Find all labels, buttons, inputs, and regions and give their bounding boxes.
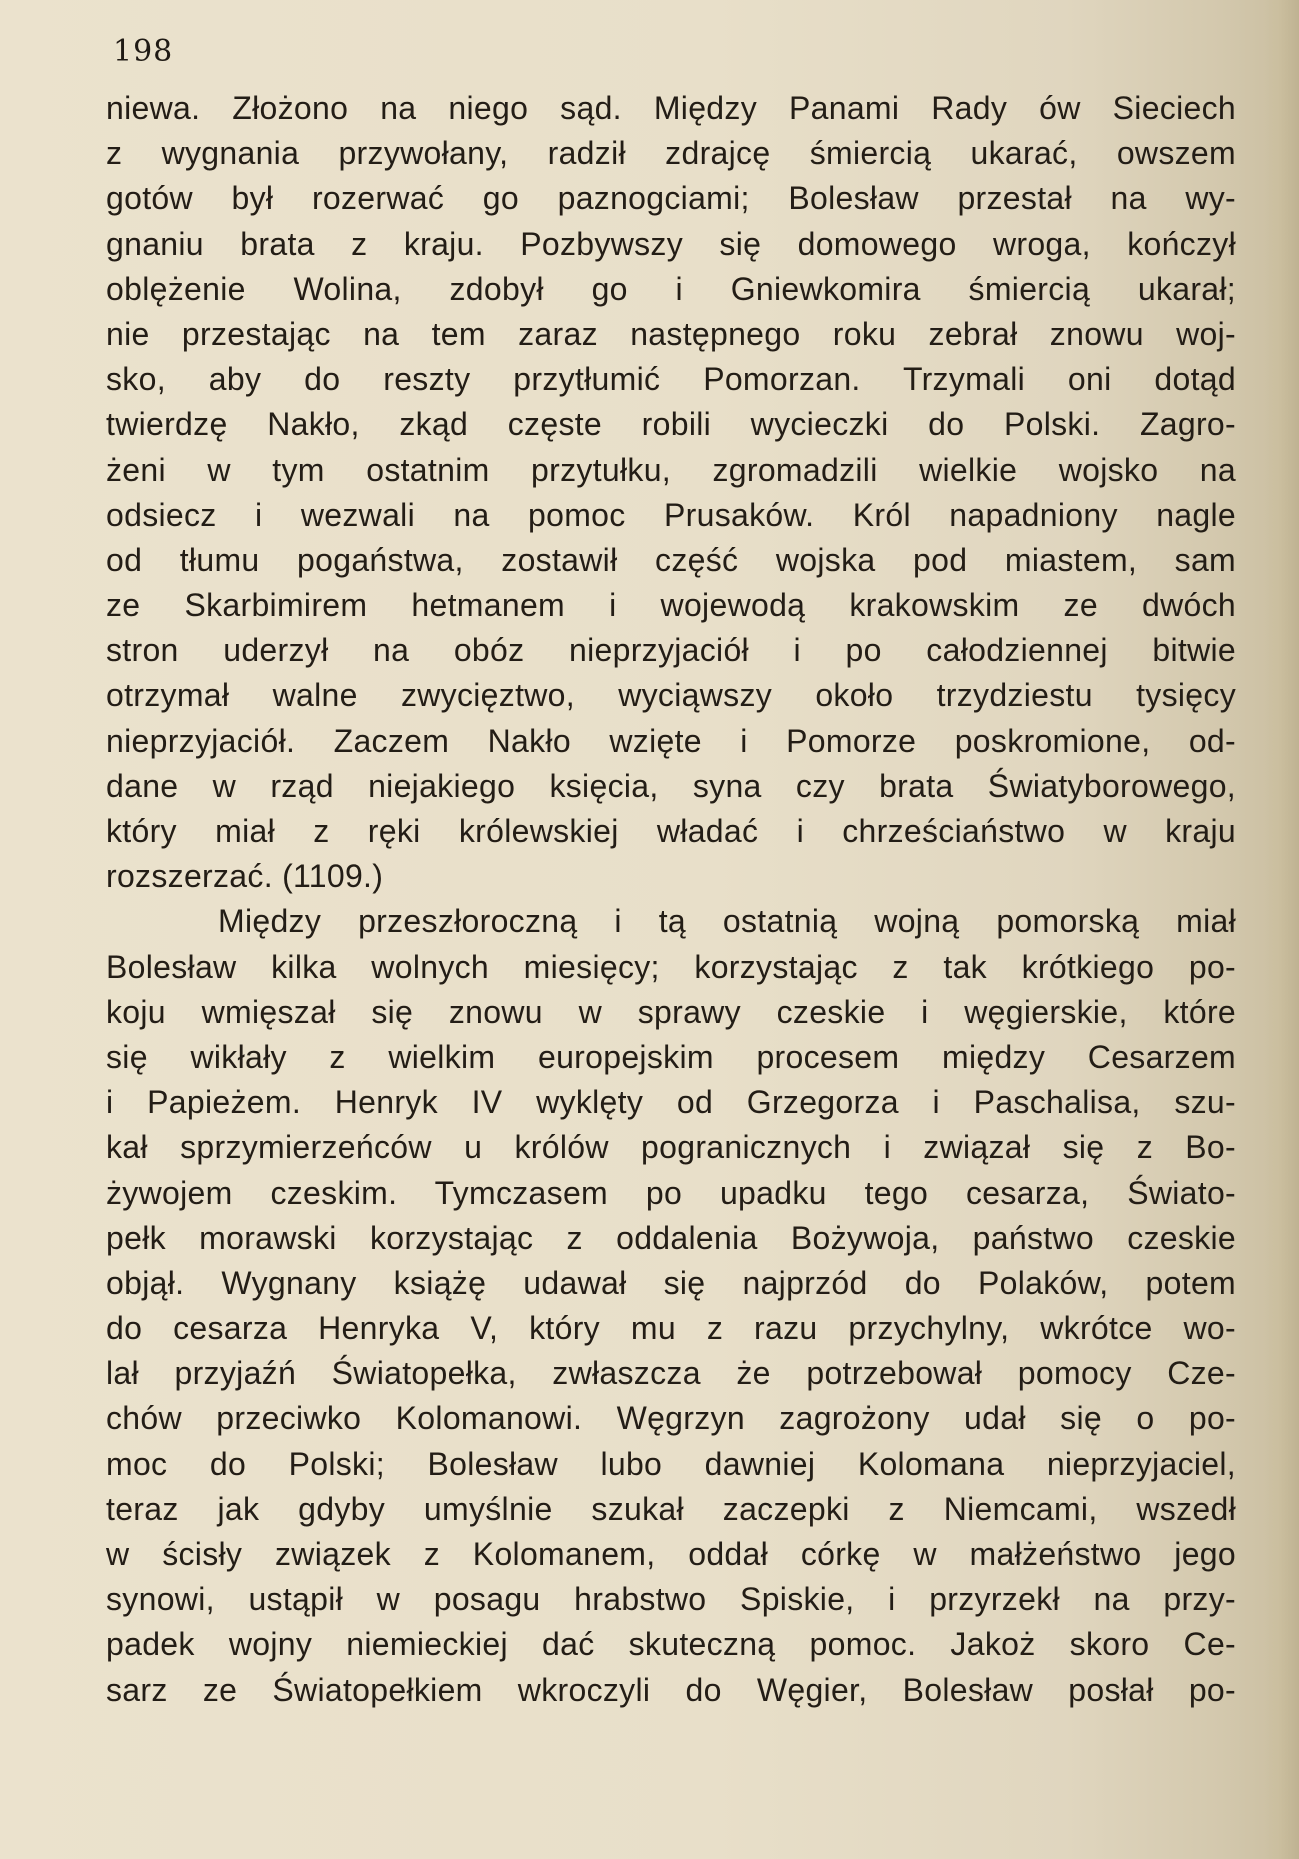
text-line: żeni w tym ostatnim przytułku, zgromadzili wielkie wojsko na bbox=[106, 451, 1236, 488]
text-line: nie przestając na tem zaraz następnego roku zebrał znowu woj- bbox=[106, 315, 1236, 352]
text-line: do cesarza Henryka V, który mu z razu przychylny, wkrótce wo- bbox=[106, 1310, 1236, 1347]
text-line: kał sprzymierzeńców u królów pogranicznych i związał się z Bo- bbox=[106, 1129, 1236, 1166]
text-line: pełk morawski korzystając z oddalenia Bożywoja, państwo czeskie bbox=[106, 1219, 1236, 1256]
text-line: w ścisły związek z Kolomanem, oddał córkę w małżeństwo jego bbox=[106, 1536, 1236, 1572]
text-line: sko, aby do reszty przytłumić Pomorzan. Trzymali oni dotąd bbox=[106, 361, 1236, 398]
text-line: i Papieżem. Henryk IV wyklęty od Grzegorza i Paschalisa, szu- bbox=[106, 1084, 1236, 1121]
text-line: gotów był rozerwać go paznogciami; Bolesław przestał na wy- bbox=[106, 180, 1236, 217]
text-line: stron uderzył na obóz nieprzyjaciół i po całodziennej bitwie bbox=[106, 632, 1236, 669]
text-line: od tłumu pogaństwa, zostawił część wojska pod miastem, sam bbox=[106, 541, 1236, 578]
text-line: się wikłały z wielkim europejskim procesem między Cesarzem bbox=[106, 1038, 1236, 1075]
text-line: Między przeszłoroczną i tą ostatnią wojną pomorską miał bbox=[218, 903, 1236, 940]
text-line: nieprzyjaciół. Zaczem Nakło wzięte i Pomorze poskromione, od- bbox=[106, 722, 1236, 759]
text-line: który miał z ręki królewskiej władać i chrześciaństwo w kraju bbox=[106, 813, 1236, 849]
text-line: rozszerzać. (1109.) bbox=[106, 858, 384, 895]
text-line: Bolesław kilka wolnych miesięcy; korzystając z tak krótkiego po- bbox=[106, 948, 1236, 985]
text-line: z wygnania przywołany, radził zdrajcę śmiercią ukarać, owszem bbox=[106, 135, 1236, 172]
text-line: oblężenie Wolina, zdobył go i Gniewkomira śmiercią ukarał; bbox=[106, 270, 1236, 307]
text-line: twierdzę Nakło, zkąd częste robili wycieczki do Polski. Zagro- bbox=[106, 406, 1236, 443]
text-line: dane w rząd niejakiego księcia, syna czy brata Światyborowego, bbox=[106, 767, 1236, 804]
text-line: teraz jak gdyby umyślnie szukał zaczepki z Niemcami, wszedł bbox=[106, 1490, 1236, 1527]
text-line: ze Skarbimirem hetmanem i wojewodą krakowskim ze dwóch bbox=[106, 587, 1236, 624]
text-line: moc do Polski; Bolesław lubo dawniej Kolomana nieprzyjaciel, bbox=[106, 1445, 1236, 1482]
text-line: koju wmięszał się znowu w sprawy czeskie i węgierskie, które bbox=[106, 993, 1236, 1030]
text-line: otrzymał walne zwycięztwo, wyciąwszy około trzydziestu tysięcy bbox=[106, 677, 1236, 714]
page-edge-shadow bbox=[1265, 0, 1299, 1859]
text-line: lał przyjaźń Światopełka, zwłaszcza że potrzebował pomocy Cze- bbox=[106, 1355, 1236, 1392]
text-line: synowi, ustąpił w posagu hrabstwo Spiskie, i przyrzekł na przy- bbox=[106, 1581, 1236, 1618]
text-line: chów przeciwko Kolomanowi. Węgrzyn zagrożony udał się o po- bbox=[106, 1400, 1236, 1437]
text-line: niewa. Złożono na niego sąd. Między Panami Rady ów Sieciech bbox=[106, 90, 1236, 126]
text-line: żywojem czeskim. Tymczasem po upadku tego cesarza, Świato- bbox=[106, 1174, 1236, 1211]
body-text bbox=[106, 86, 1236, 1713]
text-line: objął. Wygnany książę udawał się najprzód do Polaków, potem bbox=[106, 1264, 1236, 1301]
text-line: gnaniu brata z kraju. Pozbywszy się domowego wroga, kończył bbox=[106, 225, 1236, 262]
text-line: sarz ze Światopełkiem wkroczyli do Węgier, Bolesław posłał po- bbox=[106, 1671, 1236, 1708]
page-number: 198 bbox=[113, 34, 174, 69]
text-line: odsiecz i wezwali na pomoc Prusaków. Król napadniony nagle bbox=[106, 496, 1236, 533]
text-line: padek wojny niemieckiej dać skuteczną pomoc. Jakoż skoro Ce- bbox=[106, 1626, 1236, 1663]
